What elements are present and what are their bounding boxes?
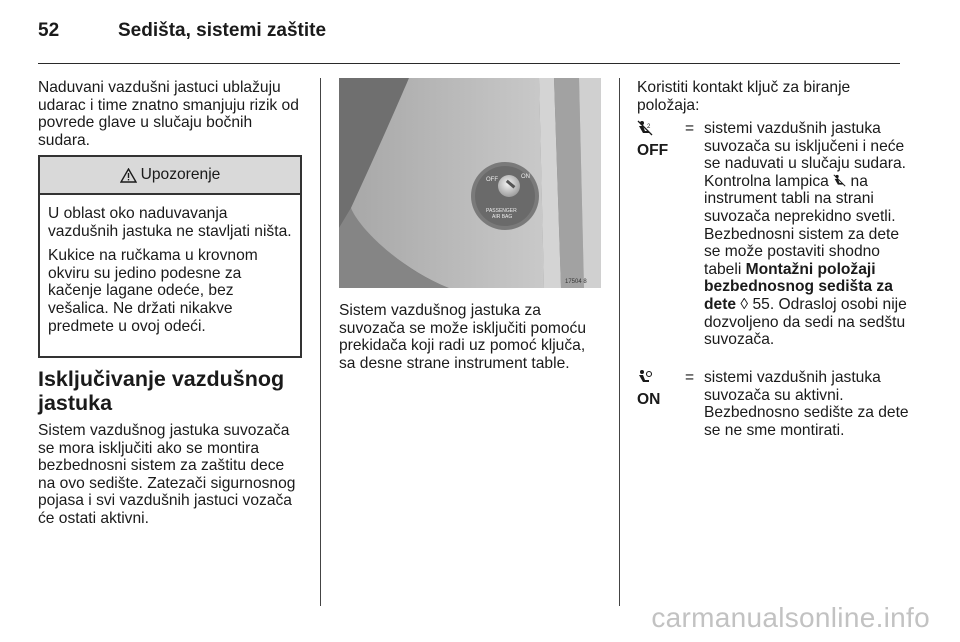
airbag-switch-photo — [339, 78, 601, 288]
photo-caption: Sistem vazdušnog jastuka za suvozača se može isključiti pomoću prekidača koji radi uz pomoć ključa, sa desne strane instrument table. — [339, 302, 587, 372]
intro-paragraph: Naduvani vazdušni jastuci ublažuju udarac i time znatno smanjuju rizik od povrede glave u slučaju bočnih sudara. — [38, 79, 299, 149]
photo-off-label: OFF — [486, 177, 498, 183]
reference-page: 55. — [752, 295, 775, 313]
reference-symbol: ◊ — [740, 295, 749, 313]
position-on-label: ON — [637, 390, 661, 408]
warning-box — [38, 155, 302, 358]
warning-text-2: Kukice na ručkama u krovnom okviru su jedino podesne za kačenje lagane odeće, bez vešalica. Ne držati nikakve predmete u ovoj odeći. — [48, 247, 258, 335]
page-title: Sedišta, sistemi zaštite — [118, 20, 327, 41]
airbag-on-icon — [637, 369, 653, 385]
photo-airbag-label: AIR BAG — [492, 214, 513, 220]
column-divider-right — [619, 78, 620, 606]
photo-passenger-label: PASSENGER — [486, 208, 517, 214]
positions-intro: Koristiti kontakt ključ za biranje položaja: — [637, 79, 851, 114]
photo-code: 17504 8 — [565, 279, 587, 285]
warning-title: Upozorenje — [140, 166, 221, 183]
position-on-description: sistemi vazdušnih jastuka suvozača su aktivni. Bezbednosno sedište za dete se ne sme montirati. — [704, 369, 909, 439]
svg-text:2: 2 — [647, 124, 651, 130]
position-off-description: sistemi vazdušnih jastuka suvozača su isključeni i neće se naduvati u slučaju sudara. Kontrolna lampica na instrument tabli na strani suvozača neprekidno svetli. Bezbednosni sistem za dete se može postaviti shodno tabeli Montažni položaji bezbednosnog sedišta za dete ◊ 55. Odrasloj osobi nije dozvoljeno da sedi na sedštu suvozača. — [704, 120, 907, 349]
section-heading: Isključivanje vazdušnog jastuka — [38, 367, 285, 415]
page-number: 52 — [38, 20, 60, 41]
column-divider-left — [320, 78, 321, 606]
position-off-equals: = — [685, 120, 695, 137]
photo-on-label: ON — [521, 174, 530, 180]
watermark: carmanualsonline.info — [651, 602, 930, 633]
position-off-label: OFF — [637, 141, 669, 159]
warning-text-1: U oblast oko naduvavanja vazdušnih jastuka ne stavljati ništa. — [48, 205, 292, 240]
airbag-off-icon — [637, 120, 653, 136]
cross-reference-link[interactable]: Montažni položaji bezbednosnog sedišta za dete — [704, 260, 893, 313]
warning-header — [40, 157, 300, 195]
position-on-equals: = — [685, 369, 695, 386]
section-body: Sistem vazdušnog jastuka suvozača se mora isključiti ako se montira bezbednosni sistem za zaštitu dece na ovo sedište. Zatezači sigurnosnog pojasa i svi vazdušnih jastuci vozača će ostati aktivni. — [38, 422, 296, 527]
airbag-off-lamp-icon — [833, 174, 846, 187]
page-header — [38, 18, 900, 64]
warning-triangle-icon — [120, 168, 137, 183]
